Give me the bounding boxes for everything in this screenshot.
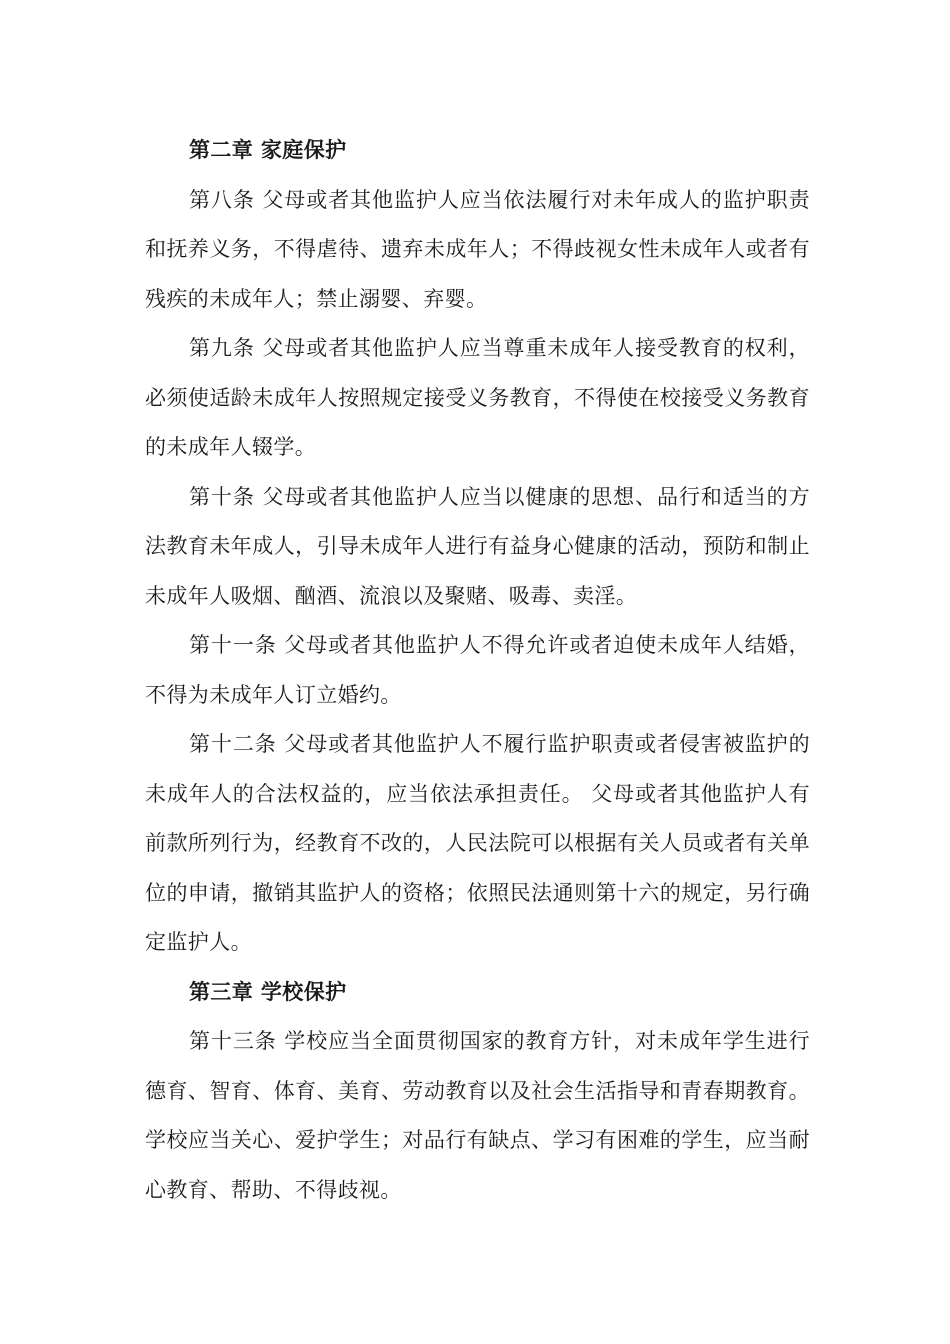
chapter-heading-3: 第三章 学校保护 [189, 979, 347, 1004]
article-12: 第十二条 父母或者其他监护人不履行监护职责或者侵害被监护的未成年人的合法权益的，应当依法承担责任。 父母或者其他监护人有前款所列行为，经教育不改的，人民法院可以根据有关人员或者有关单位的申请，撤销其监护人的资格；依照民法通则第十六的规定，另行确定监护人。 [145, 732, 810, 954]
document-body [145, 126, 810, 1215]
article-8: 第八条 父母或者其他监护人应当依法履行对未年成人的监护职责和抚养义务，不得虐待、遗弃未成年人；不得歧视女性未成年人或者有残疾的未成年人；禁止溺婴、弃婴。 [145, 187, 810, 311]
chapter-heading-2: 第二章 家庭保护 [189, 138, 347, 162]
article-9: 第九条 父母或者其他监护人应当尊重未成年人接受教育的权利，必须使适龄未成年人按照规定接受义务教育，不得使在校接受义务教育的未成年人辍学。 [145, 336, 810, 459]
article-10: 第十条 父母或者其他监护人应当以健康的思想、品行和适当的方法教育未年成人，引导未成年人进行有益身心健康的活动，预防和制止未成年人吸烟、酗酒、流浪以及聚赌、吸毒、卖淫。 [145, 484, 810, 608]
article-11: 第十一条 父母或者其他监护人不得允许或者迫使未成年人结婚，不得为未成年人订立婚约。 [145, 633, 810, 707]
article-13: 第十三条 学校应当全面贯彻国家的教育方针，对未成年学生进行德育、智育、体育、美育、劳动教育以及社会生活指导和青春期教育。 学校应当关心、爱护学生；对品行有缺点、学习有困难的学生，应当耐心教育、帮助、不得歧视。 [145, 1029, 810, 1202]
